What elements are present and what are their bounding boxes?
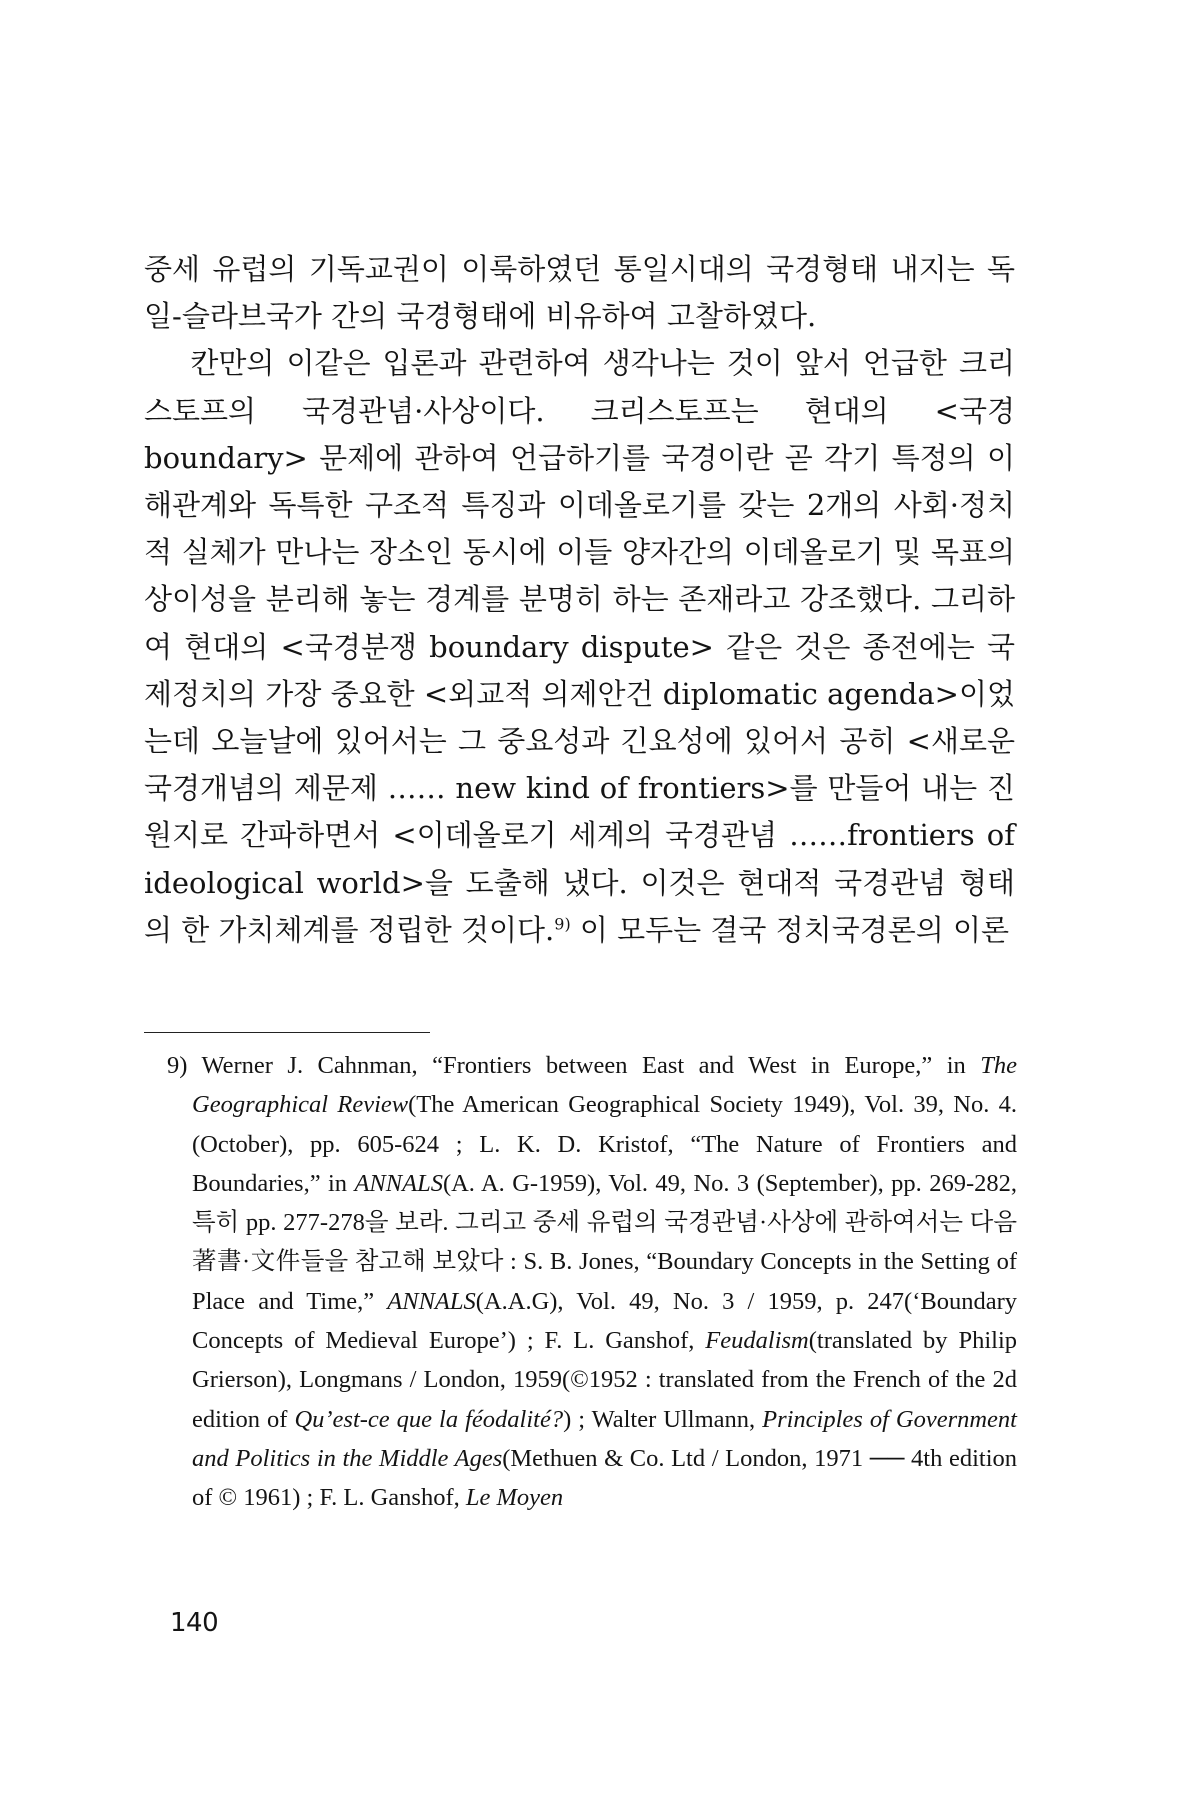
footnote-9 — [167, 1046, 1017, 1518]
footnote-title-annals-2: ANNALS — [387, 1287, 476, 1315]
paragraph-1: 중세 유럽의 기독교권이 이룩하였던 통일시대의 국경형태 내지는 독일-슬라브국가 간의 국경형태에 비유하여 고찰하였다. — [144, 252, 1015, 334]
footnote-title-annals-1: ANNALS — [354, 1169, 443, 1197]
footnote-text-3: (A. A. G-1959), Vol. 49, No. 3 (September), pp. 269-282, 특히 pp. 277-278을 보라. 그리고 중세 유럽의 국경관념·사상에 관하여서는 다음 著書·文件들을 참고해 보았다 : S. B. Jones, “Boundary Concepts in the Setting of Place and Time,” — [192, 1169, 1017, 1315]
footnote-text-2: (The American Geographical Society 1949), Vol. 39, No. 4. (October), pp. 605-624 ; L. K. D. Kristof, “The Nature of Frontiers and Boundaries,” in — [192, 1091, 1018, 1197]
paragraph-2-tail: 이 모두는 결국 정치국경론의 이론 — [570, 912, 1009, 947]
footnote-body — [167, 1046, 1017, 1518]
main-text — [144, 246, 1015, 954]
footnote-reference[interactable]: 9) — [554, 914, 571, 934]
footnote-text-7: (Methuen & Co. Ltd / London, 1971 ── 4th edition of © 1961) ; F. L. Ganshof, — [192, 1444, 1017, 1512]
footnote-divider — [144, 1032, 430, 1033]
paragraph-2-text: 칸만의 이같은 입론과 관련하여 생각나는 것이 앞서 언급한 크리스토프의 국경관념·사상이다. 크리스토프는 현대의 <국경 boundary> 문제에 관하여 언급하기를 국경이란 곧 각기 특정의 이해관계와 독특한 구조적 특징과 이데올로기를 갖는 2개의 사회·정치적 실체가 만나는 장소인 동시에 이들 양자간의 이데올로기 및 목표의 상이성을 분리해 놓는 경계를 분명히 하는 존재라고 강조했다. 그리하여 현대의 <국경분쟁 boundary dispute> 같은 것은 종전에는 국제정치의 가장 중요한 <외교적 의제안건 diplomatic agenda>이었는데 오늘날에 있어서는 그 중요성과 긴요성에 있어서 공히 <새로운 국경개념의 제문제 …… new kind of frontiers>를 만들어 내는 진원지로 간파하면서 <이데올로기 세계의 국경관념 ……frontiers of ideological world>을 도출해 냈다. 이것은 현대적 국경관념 형태의 한 가치체계를 정립한 것이다. — [144, 346, 1015, 947]
footnote-text-1: Werner J. Cahnman, “Frontiers between East and West in Europe,” in — [187, 1052, 981, 1079]
footnote-title-geographical-review: The Geographical Review — [192, 1052, 1017, 1119]
footnote-text-4: (A.A.G), Vol. 49, No. 3 / 1959, p. 247(‘Boundary Concepts of Medieval Europe’) ; F. L. Ganshof, — [192, 1287, 1017, 1355]
footnote-title-feodalite: Qu’est-ce que la féodalité? — [294, 1405, 564, 1433]
footnote-text-5: (translated by Philip Grierson), Longmans / London, 1959(©1952 : translated from the French of the 2d edition of — [192, 1327, 1017, 1433]
footnote-title-principles: Principles of Government and Politics in the Middle Ages — [192, 1405, 1017, 1472]
footnote-title-le-moyen: Le Moyen — [465, 1484, 564, 1512]
footnote-text-6: ) ; Walter Ullmann, — [563, 1405, 763, 1433]
page-number: 140 — [170, 1608, 219, 1638]
paragraph-2 — [144, 340, 1015, 954]
footnote-number: 9) — [167, 1052, 188, 1079]
footnote-title-feudalism: Feudalism — [705, 1327, 809, 1355]
